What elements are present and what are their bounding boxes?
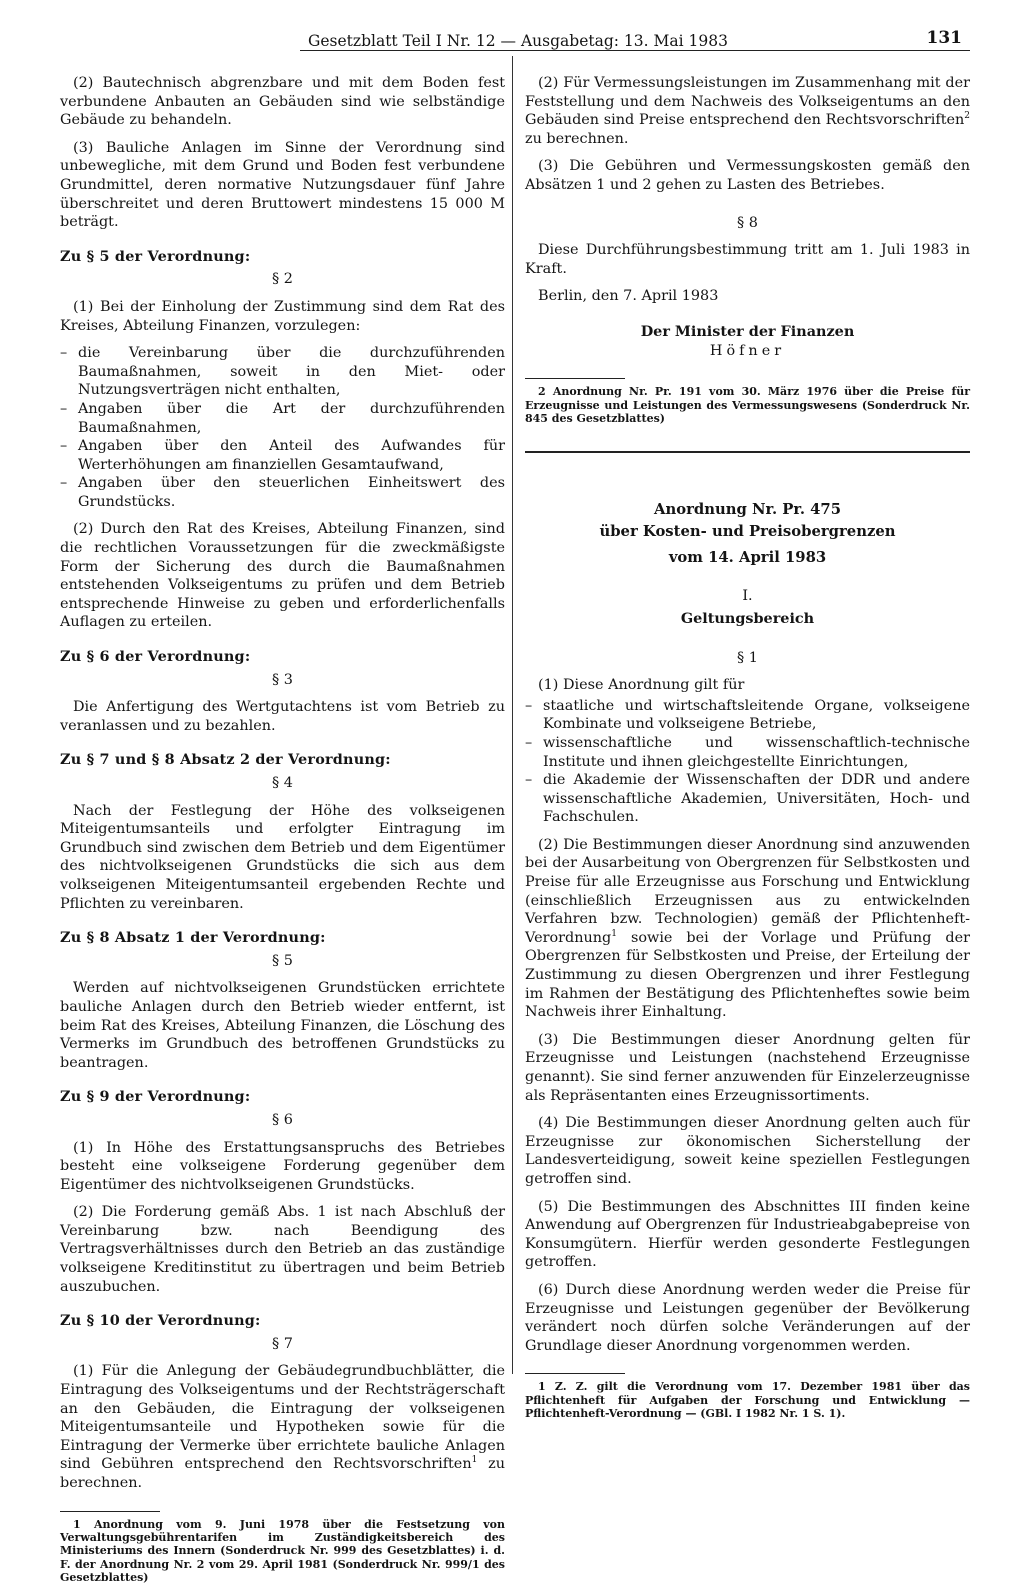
paragraph-text-tail: sowie bei der Vorlage und Prüfung der Obergrenzen für Selbstkosten und Preise, der Erteilung der Zustimmung zu diesen Obergrenzen und ihrer Festlegung im Rahmen der Bestätigung des Pflichtenheftes sowie beim Nachweis ihrer Einhaltung. [525, 929, 970, 1021]
section-heading: Zu § 9 der Verordnung: [60, 1088, 251, 1106]
paragraph-number: § 3 [272, 671, 293, 688]
paragraph [60, 1362, 505, 1492]
paragraph: (1) Diese Anordnung gilt für [538, 677, 745, 694]
footnote-rule [525, 378, 625, 379]
paragraph-number: § 1 [737, 649, 758, 666]
paragraph: (1) Bei der Einholung der Zustimmung sind dem Rat des Kreises, Abteilung Finanzen, vorzulegen: [60, 298, 505, 334]
document-title: Anordnung Nr. Pr. 475 [653, 501, 842, 519]
paragraph-number: § 8 [737, 214, 758, 231]
left-column [60, 74, 505, 1585]
paragraph-text: (2) Die Bestimmungen dieser Anordnung sind anzuwenden bei der Ausarbeitung von Obergrenzen für Selbstkosten und Preise für alle Erzeugnisse aus Forschung und Entwicklung (einschließlich Erzeugnissen aus zu entwickelnden Verfahren bzw. Technologien) gemäß der Pflichtenheft-Verordnung [525, 836, 970, 946]
paragraph: Nach der Festlegung der Höhe des volkseigenen Miteigentumsanteils und erfolgter Eintragung im Grundbuch sind zwischen dem Betrieb und dem Eigentümer des nichtvolkseigenen Grundstücks die sich aus dem volkseigenen Miteigentumsanteil ergebenden Rechte und Pflichten zu vereinbaren. [60, 802, 505, 912]
footnote-marker: 2 [964, 111, 970, 122]
paragraph: Diese Durchführungsbestimmung tritt am 1. Juli 1983 in Kraft. [525, 242, 970, 277]
part-title: Geltungsbereich [680, 609, 815, 627]
paragraph-text-tail: zu berechnen. [60, 1456, 505, 1491]
paragraph-number: § 7 [272, 1335, 293, 1352]
paragraph: (6) Durch diese Anordnung werden weder die Preise für Erzeugnisse und Leistungen gegenüber der Bevölkerung verändert noch dürfen solche Veränderungen auf der Grundlage dieser Anordnung vorgenommen werden. [525, 1281, 970, 1354]
list-item: – wissenschaftliche und wissenschaftlich-technische Institute und ihnen gleichgestellte Einrichtungen, [525, 734, 970, 771]
dash-list [525, 697, 970, 827]
paragraph-text-tail: zu berechnen. [525, 130, 629, 147]
paragraph: Werden auf nichtvolkseigenen Grundstücken errichtete bauliche Anlagen durch den Betrieb wieder entfernt, ist beim Rat des Kreises, Abteilung Finanzen, die Löschung des Vermerks im Grundbuch des betroffenen Grundstücks zu beantragen. [60, 980, 505, 1071]
paragraph: (4) Die Bestimmungen dieser Anordnung gelten auch für Erzeugnisse zur ökonomischen Sicherstellung der Landesverteidigung, soweit keine speziellen Festlegungen getroffen sind. [525, 1115, 970, 1187]
list-item: – Angaben über den Anteil des Aufwandes für Werterhöhungen am finanziellen Gesamtaufwand, [60, 437, 505, 474]
document-subtitle: über Kosten- und Preisobergrenzen [599, 523, 896, 541]
minister-name: Höfner [709, 342, 786, 359]
section-heading: Zu § 5 der Verordnung: [60, 247, 251, 265]
paragraph: (5) Die Bestimmungen des Abschnittes III finden keine Anwendung auf Obergrenzen für Industrieabgabepreise von Konsumgütern. Hierfür werden gesonderte Festlegungen getroffen. [525, 1198, 970, 1271]
place-date: Berlin, den 7. April 1983 [538, 288, 719, 305]
page-header [300, 28, 970, 50]
list-item: – Angaben über den steuerlichen Einheitswert des Grundstücks. [60, 474, 505, 511]
part-number: I. [742, 588, 753, 605]
column-divider [512, 56, 513, 1374]
paragraph [525, 74, 970, 148]
paragraph: Die Anfertigung des Wertgutachtens ist vom Betrieb zu veranlassen und zu bezahlen. [60, 699, 505, 734]
paragraph-number: § 6 [272, 1111, 293, 1128]
list-item: – staatliche und wirtschaftsleitende Organe, volkseigene Kombinate und volkseigene Betriebe, [525, 697, 970, 734]
section-heading: Zu § 10 der Verordnung: [60, 1312, 261, 1330]
document-date: vom 14. April 1983 [668, 549, 827, 567]
paragraph-text: (1) Für die Anlegung der Gebäudegrundbuchblätter, die Eintragung des Volkseigentums und der Rechtsträgerschaft an den Gebäuden, die Eintragung der volkseigenen Miteigentumsanteile und Hypotheken sowie für die Eintragung der Vermerke über errichtete bauliche Anlagen sind Gebühren entsprechend den Rechtsvorschriften [60, 1363, 505, 1473]
footnote: 1 Anordnung vom 9. Juni 1978 über die Festsetzung von Verwaltungsgebührentarifen im Zuständigkeitsbereich des Ministeriums des Innern (Sonderdruck Nr. 999 des Gesetzblattes) i. d. F. der Anordnung Nr. 2 vom 29. April 1981 (Sonderdruck Nr. 999/1 des Gesetzblattes) [60, 1517, 505, 1585]
section-heading: Zu § 7 und § 8 Absatz 2 der Verordnung: [60, 751, 391, 769]
paragraph: (1) In Höhe des Erstattungsanspruchs des Betriebes besteht eine volkseigene Forderung gegenüber dem Eigentümer des nichtvolkseigenen Grundstücks. [60, 1139, 505, 1193]
footnote-marker: 1 [471, 1455, 478, 1466]
gazette-header-title: Gesetzblatt Teil I Nr. 12 — Ausgabetag: 13. Mai 1983 [308, 32, 728, 50]
paragraph-number: § 2 [272, 271, 293, 288]
paragraph: (3) Die Bestimmungen dieser Anordnung gelten für Erzeugnisse und Leistungen (nachstehend Erzeugnisse genannt). Sie sind ferner anzuwenden für Einzelerzeugnisse als Repräsentanten eines Erzeugnissortiments. [525, 1031, 970, 1104]
right-column [525, 74, 970, 1421]
paragraph: (3) Bauliche Anlagen im Sinne der Verordnung sind unbewegliche, mit dem Grund und Boden fest verbundene Grundmittel, deren normative Nutzungsdauer fünf Jahre überschreitet und deren Bruttowert mindestens 15 000 M beträgt. [60, 139, 505, 231]
paragraph-number: § 4 [272, 775, 293, 791]
paragraph-text: (2) Für Vermessungsleistungen im Zusammenhang mit der Feststellung und dem Nachweis des Volkseigentums an den Gebäuden sind Preise entsprechend den Rechtsvorschriften [525, 75, 970, 129]
paragraph [525, 836, 970, 1022]
section-heading: Zu § 6 der Verordnung: [60, 648, 251, 666]
page-number: 131 [926, 28, 962, 48]
section-heading: Zu § 8 Absatz 1 der Verordnung: [60, 929, 326, 947]
header-rule [300, 50, 970, 51]
dash-list [60, 344, 505, 511]
paragraph: (2) Durch den Rat des Kreises, Abteilung Finanzen, sind die rechtlichen Voraussetzungen für die zweckmäßigste Form der Sicherung des durch die Baumaßnahmen entstehenden Volkseigentums zu prüfen und dem Betrieb entsprechende Hinweise zu geben und erforderlichenfalls Auflagen zu erteilen. [60, 521, 505, 631]
footnote-rule [525, 1373, 625, 1374]
paragraph: (2) Die Forderung gemäß Abs. 1 ist nach Abschluß der Vereinbarung bzw. nach Beendigung des Vertragsverhältnisses durch den Betrieb an das zuständige volkseigene Kreditinstitut zu übertragen und beim Betrieb auszubuchen. [60, 1204, 505, 1295]
footnote: 2 Anordnung Nr. Pr. 191 vom 30. März 1976 über die Preise für Erzeugnisse und Leistungen des Vermessungswesens (Sonderdruck Nr. 845 des Gesetzblattes) [525, 385, 970, 425]
footnote-rule [60, 1511, 160, 1512]
list-item: – Angaben über die Art der durchzuführenden Baumaßnahmen, [60, 400, 505, 437]
footnote: 1 Z. Z. gilt die Verordnung vom 17. Dezember 1981 über das Pflichtenheft für Aufgaben der Forschung und Entwicklung — Pflichtenheft-Verordnung — (GBl. I 1982 Nr. 1 S. 1). [525, 1380, 970, 1421]
paragraph-number: § 5 [272, 952, 293, 969]
list-item: – die Vereinbarung über die durchzuführenden Baumaßnahmen, soweit in den Miet- oder Nutzungsverträgen nicht enthalten, [60, 344, 505, 400]
list-item: – die Akademie der Wissenschaften der DDR und andere wissenschaftliche Akademien, Universitäten, Hoch- und Fachschulen. [525, 771, 970, 827]
paragraph: (3) Die Gebühren und Vermessungskosten gemäß den Absätzen 1 und 2 gehen zu Lasten des Betriebes. [525, 158, 970, 193]
paragraph: (2) Bautechnisch abgrenzbare und mit dem Boden fest verbundene Anbauten an Gebäuden sind wie selbständige Gebäude zu behandeln. [60, 75, 505, 129]
footnote-marker: 1 [611, 929, 617, 940]
minister-title: Der Minister der Finanzen [640, 322, 855, 340]
